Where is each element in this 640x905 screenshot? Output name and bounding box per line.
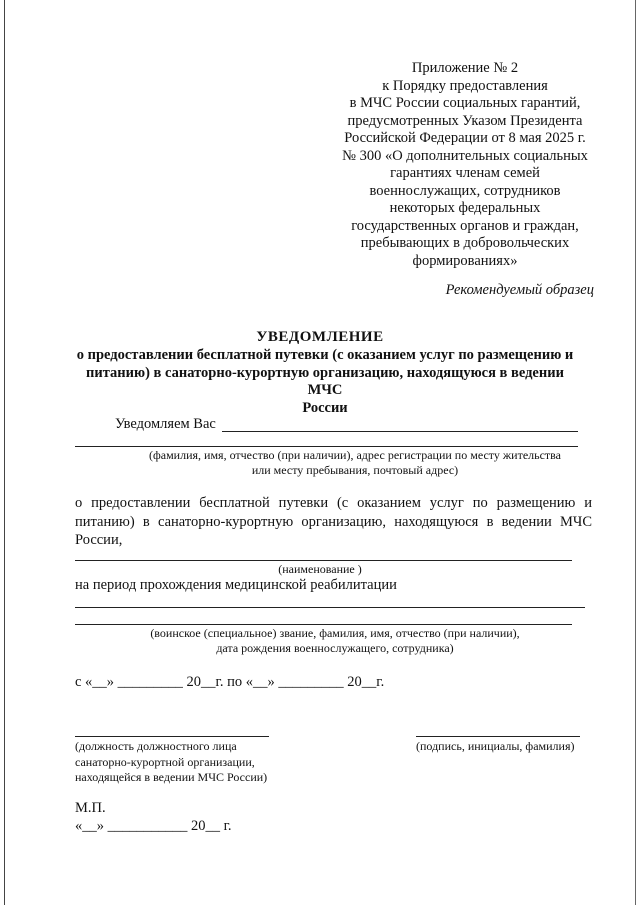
- recipient-note: [75, 448, 635, 478]
- appendix-line: Российской Федерации от 8 мая 2025 г.: [344, 130, 586, 146]
- appendix-line: в МЧС России социальных гарантий,: [349, 95, 581, 111]
- note-line: санаторно-курортной организации,: [75, 754, 255, 769]
- appendix-line: пребывающих в добровольческих: [360, 235, 570, 251]
- date-range[interactable]: с «__» _________ 20__г. по «__» _________ 20__г.: [75, 674, 385, 690]
- stamp-label: М.П.: [75, 800, 106, 816]
- subtitle-line: России: [302, 399, 348, 416]
- appendix-line: некоторых федеральных: [389, 200, 541, 216]
- person-note: [75, 626, 595, 656]
- subtitle-line: питанию) в санаторно-курортную организацию, находящуюся в ведении МЧС: [86, 364, 564, 398]
- note-line: (фамилия, имя, отчество (при наличии), адрес регистрации по месту жительства: [148, 448, 562, 462]
- signature-note: (подпись, инициалы, фамилия): [416, 739, 575, 753]
- appendix-line: предусмотренных Указом Президента: [347, 112, 583, 129]
- sample-label: Рекомендуемый образец: [445, 282, 594, 298]
- appendix-line: к Порядку предоставления: [382, 77, 548, 94]
- person-field-line-2[interactable]: [75, 624, 572, 625]
- document-title: УВЕДОМЛЕНИЕ: [256, 329, 384, 345]
- appendix-header: [330, 60, 600, 270]
- signature-line[interactable]: [416, 736, 580, 737]
- note-line: находящейся в ведении МЧС России): [75, 770, 268, 784]
- appendix-line: государственных органов и граждан,: [351, 217, 579, 234]
- notify-label: Уведомляем Вас: [115, 416, 216, 432]
- appendix-line: Приложение № 2: [411, 60, 519, 76]
- document-subtitle: [70, 347, 580, 417]
- subtitle-line: о предоставлении бесплатной путевки (с оказанием услуг по размещению и: [76, 347, 574, 363]
- appendix-line: гарантиях членам семей: [390, 165, 540, 181]
- official-signature-line[interactable]: [75, 736, 269, 737]
- note-line: или месту пребывания, почтовый адрес): [251, 463, 459, 477]
- appendix-line: военнослужащих, сотрудников: [369, 182, 561, 199]
- person-field-line[interactable]: [75, 607, 585, 608]
- note-line: дата рождения военнослужащего, сотрудника): [216, 641, 454, 655]
- name-note: (наименование ): [278, 562, 362, 576]
- appendix-line: формированиях»: [412, 252, 518, 269]
- period-text: на период прохождения медицинской реабилитации: [75, 577, 397, 593]
- body-paragraph: о предоставлении бесплатной путевки (с оказанием услуг по размещению и питанию) в санаторно-курортную организацию, находящуюся в ведении МЧС России,: [75, 495, 592, 548]
- stamp-date[interactable]: «__» ___________ 20__ г.: [75, 818, 232, 834]
- official-note: [75, 739, 267, 786]
- recipient-field-line[interactable]: [222, 431, 578, 432]
- note-line: (должность должностного лица: [75, 739, 237, 753]
- appendix-line: № 300 «О дополнительных социальных: [342, 147, 588, 164]
- organization-field-line[interactable]: [75, 560, 572, 561]
- recipient-field-line-2[interactable]: [75, 446, 578, 447]
- note-line: (воинское (специальное) звание, фамилия, имя, отчество (при наличии),: [150, 626, 520, 640]
